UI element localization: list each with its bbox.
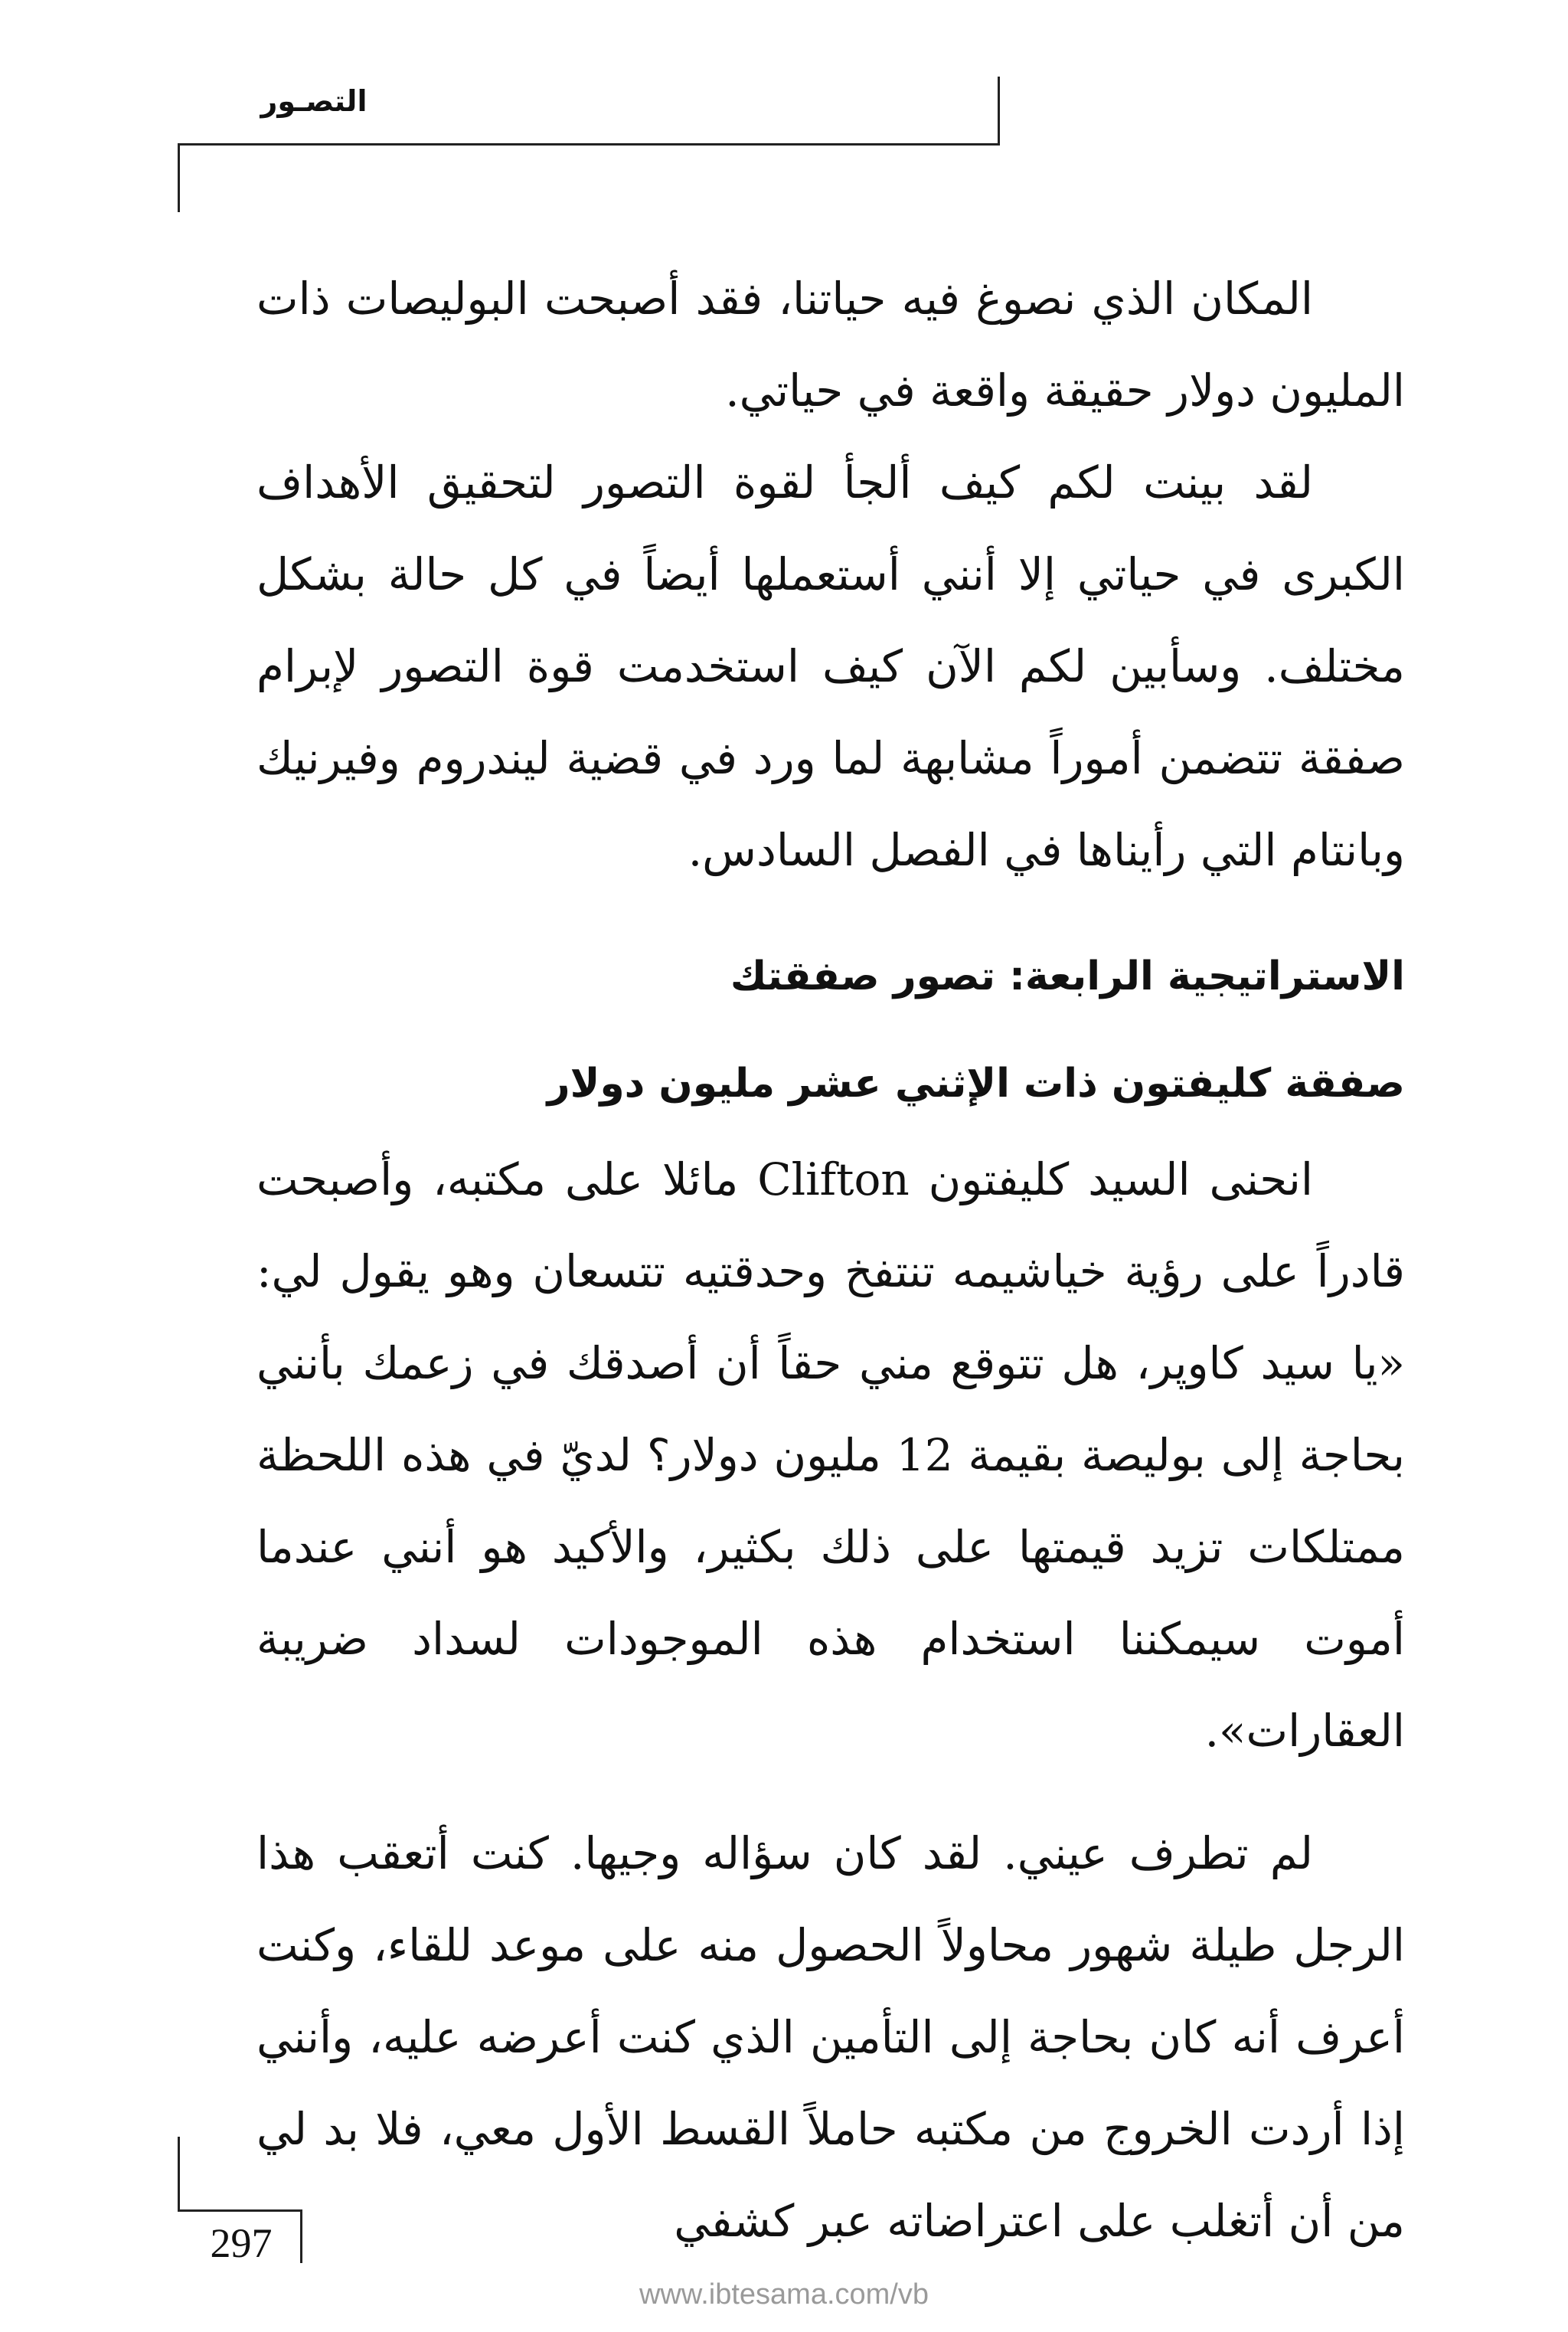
footer-rule [178, 2209, 300, 2212]
footer-rule-left [178, 2137, 180, 2209]
paragraph-response: لم تطرف عيني. لقد كان سؤاله وجيها. كنت أتعقب هذا الرجل طيلة شهور محاولاً الحصول منه على موعد للقاء، وكنت أعرف أنه كان بحاجة إلى التأمين الذي كنت أعرضه عليه، وأنني إذا أردت الخروج من مكتبه حاملاً القسط الأول معي، فلا بد لي من أن أتغلب على اعتراضاته عبر كشفي [256, 1827, 1405, 2247]
subsection-heading: صفقة كليفتون ذات الإثني عشر مليون دولار [547, 1061, 1405, 1107]
page-body [256, 253, 1405, 2267]
paragraph-clifton: انحنى السيد كليفتون Clifton مائلا على مكتبه، وأصبحت قادراً على رؤية خياشيمه تنتفخ وحدقتيه تتسعان وهو يقول لي: «يا سيد كاوپر، هل تتوقع مني حقاً أن أصدقك في زعمك بأنني بحاجة إلى بوليصة بقيمة 12 مليون دولار؟ لديّ في هذه اللحظة ممتلكات تزيد قيمتها على ذلك بكثير، والأكيد هو أنني عندما أموت سيمكننا استخدام هذه الموجودات لسداد ضريبة العقارات». [256, 1153, 1405, 1757]
header-rule-right [998, 77, 1000, 146]
paragraph-visualization: لقد بينت لكم كيف ألجأ لقوة التصور لتحقيق الأهداف الكبرى في حياتي إلا أنني أستعملها أيضاً في كل حالة بشكل مختلف. وسأبين لكم الآن كيف استخدمت قوة التصور لإبرام صفقة تتضمن أموراً مشابهة لما ورد في قضية ليندروم وفيرنيك وبانتام التي رأيناها في الفصل السادس. [256, 456, 1405, 876]
paragraph-continued: المكان الذي نصوغ فيه حياتنا، فقد أصبحت البوليصات ذات المليون دولار حقيقة واقعة في حياتي. [256, 273, 1405, 417]
running-header-title: التصـور [260, 84, 368, 118]
watermark-link[interactable]: www.ibtesama.com/vb [639, 2278, 929, 2311]
header-rule-left [178, 143, 180, 212]
section-heading: الاستراتيجية الرابعة: تصور صفقتك [730, 953, 1405, 999]
footer-rule-right [300, 2209, 302, 2263]
header-rule [178, 143, 1000, 146]
page-number: 297 [210, 2220, 273, 2266]
